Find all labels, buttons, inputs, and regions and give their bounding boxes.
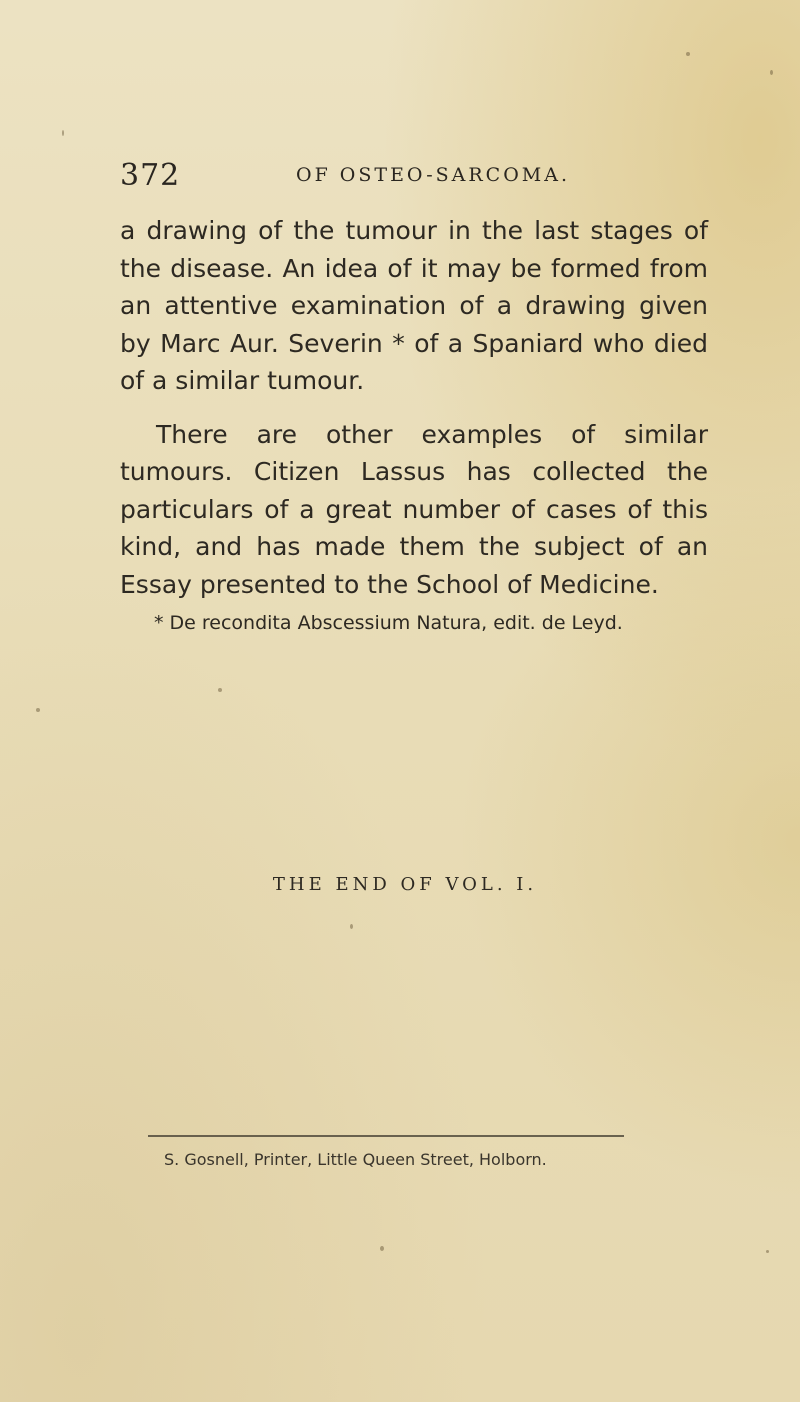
end-of-volume-line: THE END OF VOL. I. [272, 874, 538, 895]
footnote: * De recondita Abscessium Natura, edit. de Leyd. [154, 612, 623, 634]
running-head: OF OSTEO-SARCOMA. [296, 164, 570, 186]
paper-speck [62, 130, 64, 136]
paragraph-2: There are other examples of similar tumours. Citizen Lassus has collected the particulars of a great number of cases of this kind, and has made them the subject of an Essay presented to the School of Medicine. [120, 419, 708, 599]
paragraph-1: a drawing of the tumour in the last stages of the disease. An idea of it may be formed from an attentive examination of a drawing given by Marc Aur. Severin * of a Spaniard who died of a similar tumour. [120, 216, 708, 395]
paper-speck [770, 70, 773, 75]
paper-speck [380, 1246, 384, 1251]
page-number: 372 [120, 158, 181, 193]
printer-colophon: S. Gosnell, Printer, Little Queen Street, Holborn. [164, 1150, 547, 1169]
paper-speck [36, 708, 40, 712]
page-header [120, 158, 680, 198]
paper-speck [350, 924, 353, 929]
paper-speck [686, 52, 690, 56]
paper-speck [766, 1250, 769, 1253]
colophon-rule [148, 1135, 624, 1137]
paper-speck [218, 688, 222, 692]
body-text [120, 212, 708, 603]
